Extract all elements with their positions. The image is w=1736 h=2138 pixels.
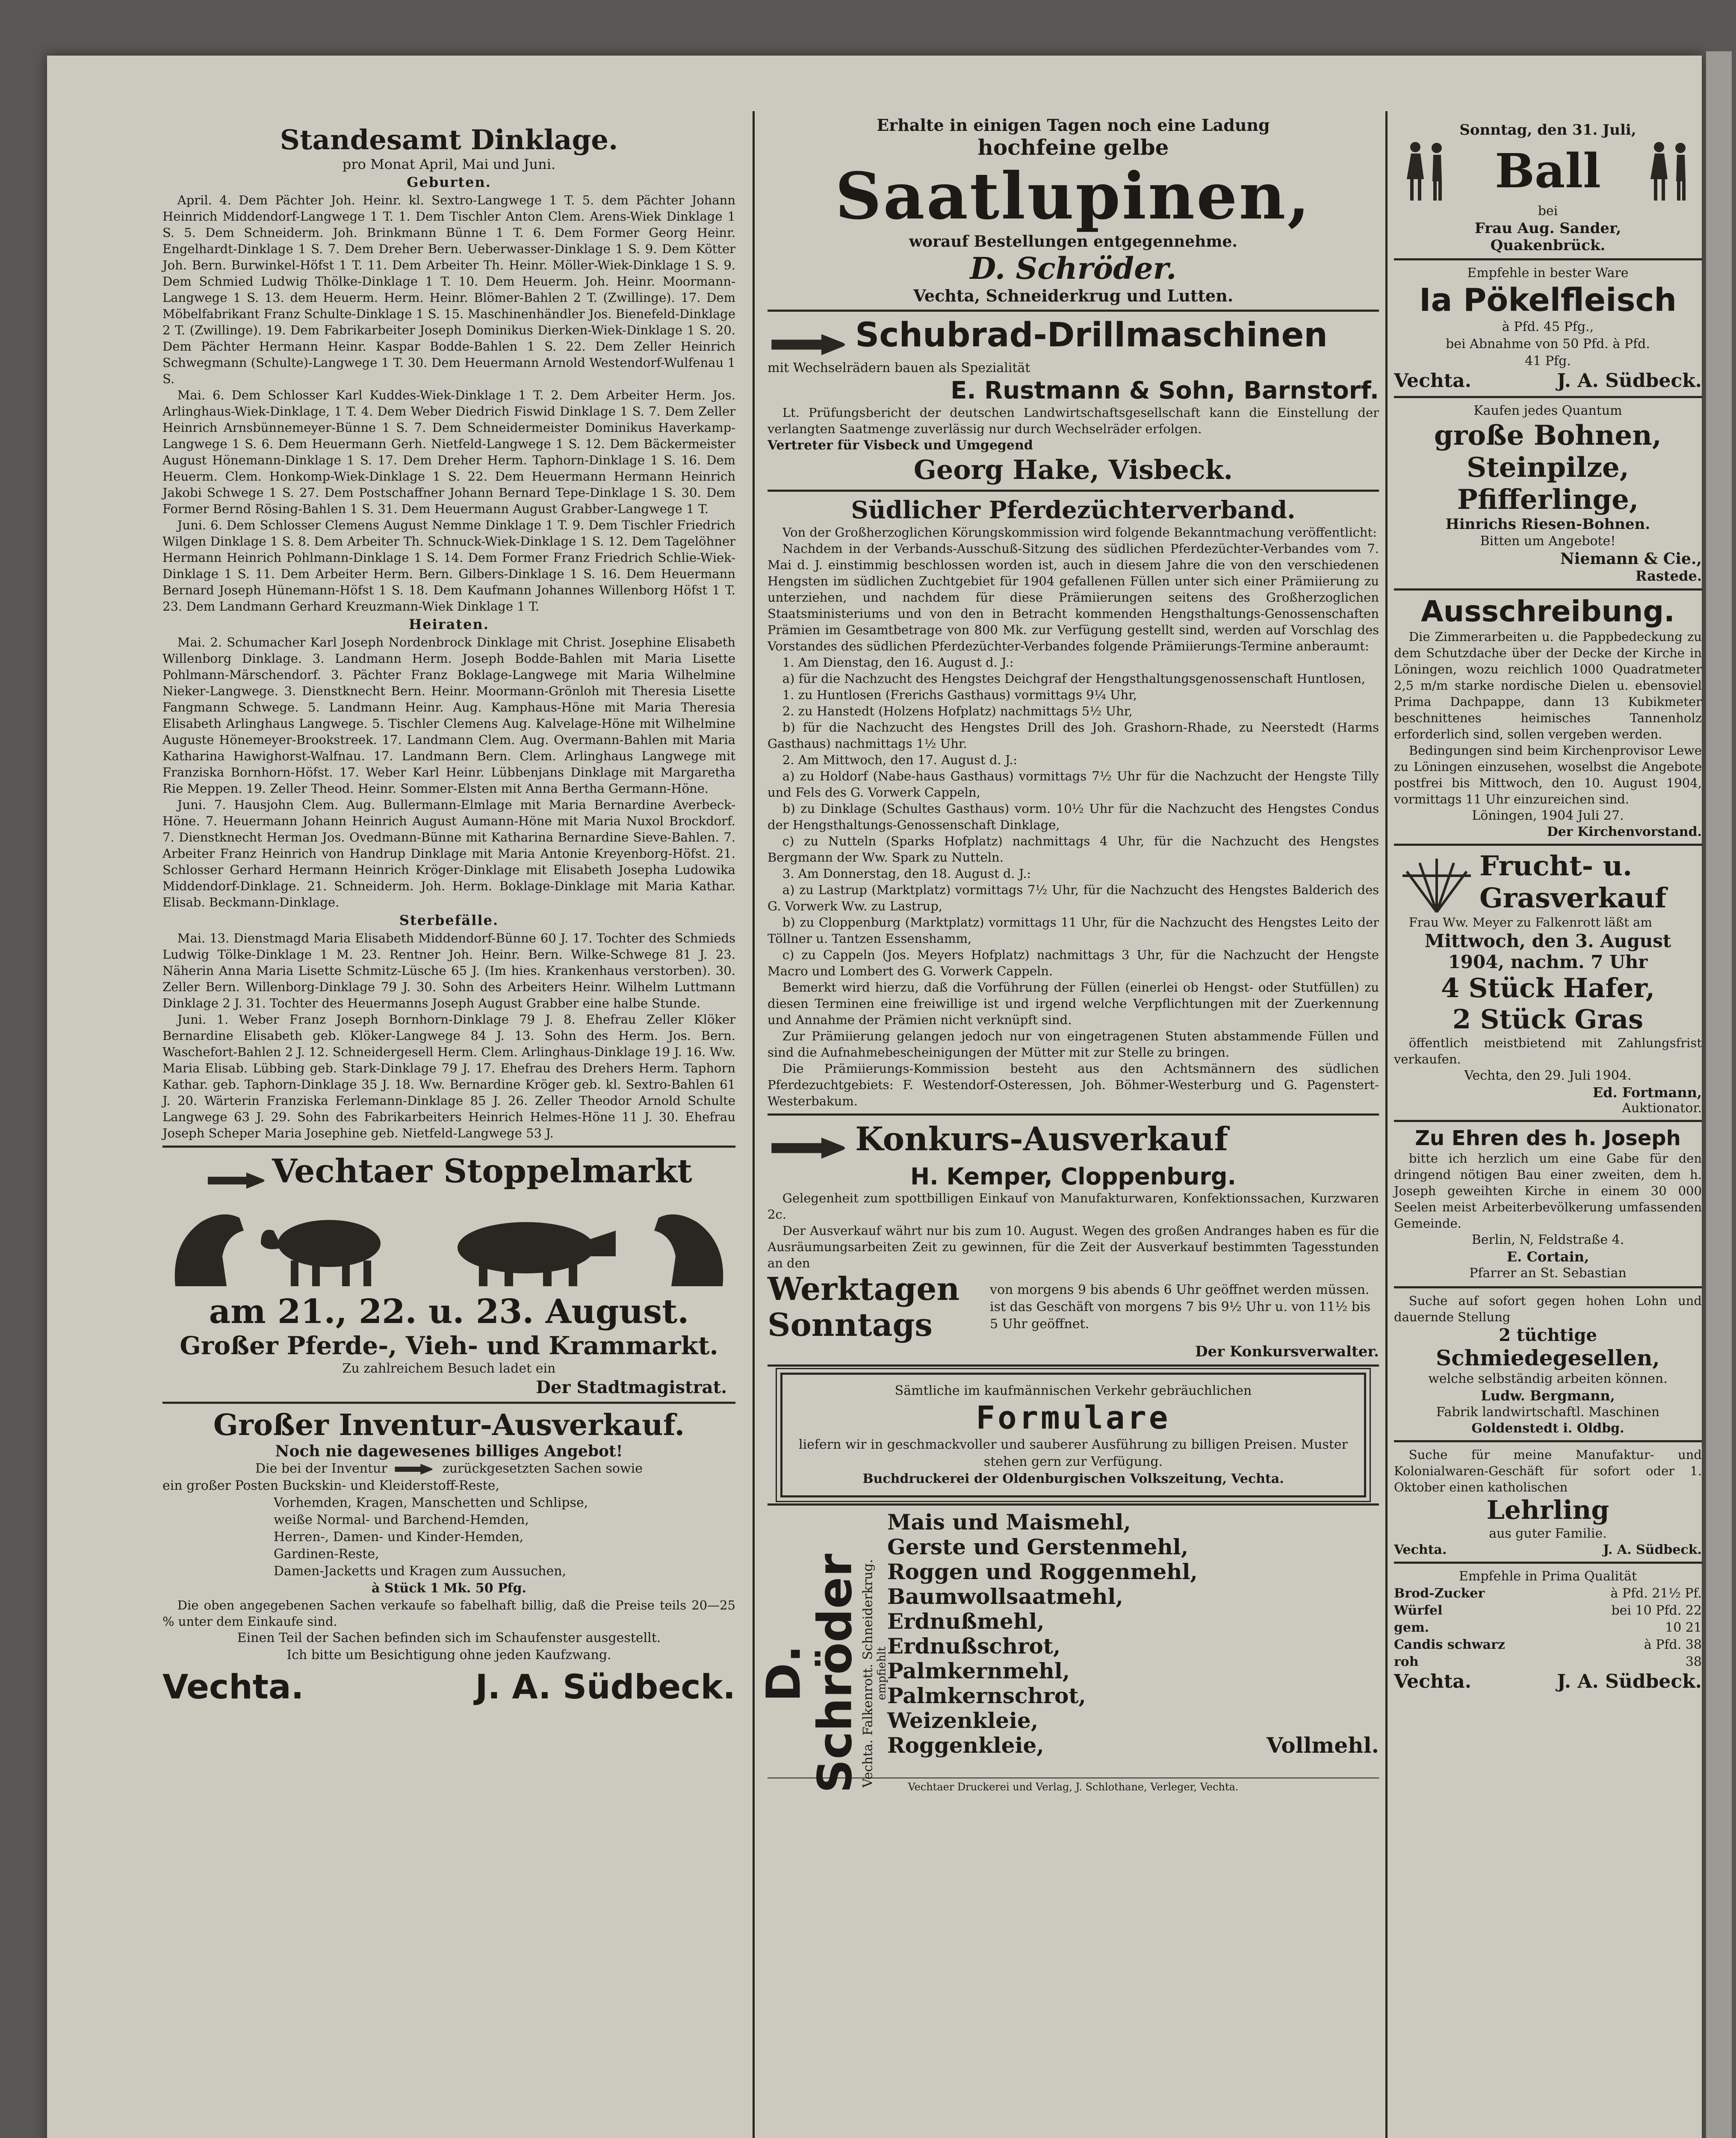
zucker-place: Vechta.	[1394, 1671, 1472, 1692]
zucker-row	[1394, 1602, 1702, 1619]
schroeder-item: Palmkernschrot,	[887, 1683, 1086, 1708]
stoppelmarkt-signer: Der Stadtmagistrat.	[536, 1377, 727, 1397]
frucht-text: Frau Ww. Meyer zu Falkenrott läßt am	[1408, 915, 1652, 930]
formular-title: Formulare	[976, 1400, 1171, 1436]
lupinen-place: Vechta, Schneiderkrug und Lutten.	[913, 286, 1234, 305]
inventur-title: Großer Inventur-Ausverkauf.	[213, 1408, 685, 1442]
inventur-paragraph: Die oben angegebenen Sachen verkaufe so fabelhaft billig, daß die Preise teils 20—25 % unter dem Einkaufe sind.	[162, 1598, 735, 1629]
printer-footer: Vechtaer Druckerei und Verlag, J. Schlothane, Verleger, Vechta.	[908, 1781, 1239, 1793]
births-mai: Mai. 6. Dem Schlosser Karl Kuddes-Wiek-Dinklage 1 T. 2. Dem Arbeiter Herm. Jos. Arlinghaus-Wiek-Dinklage, 1 T. 4. Dem Weber Diedrich Fiswid Dinklage 1 S. 7. Dem Zeller Heinrich Arnsbünnemeyer-Bünne 1 S. 7. Dem Schneidermeister Dominikus Haverkamp-Langwege 1 S. 6. Dem Heuermann Gerh. Nietfeld-Langwege 1 S. 12. Dem Bäckermeister August Hönemann-Dinklage 1 S. 17. Dem Dreher Herm. Taphorn-Dinklage 1 S. 16. Dem Heuerm. Clem. Honkomp-Wiek-Dinklage 1 S. 22. Dem Heuermann Hermann Heinrich Jakobi Schwege 1 S. 27. Dem Postschaffner Johann Bernard Tepe-Dinklage 1 S. 30. Dem Former Bernd Rösing-Bahlen 1 S. 31. Dem Heuermann August Grabber-Langwege 1 T.	[162, 388, 735, 516]
divider	[1394, 258, 1702, 260]
zucker-row	[1394, 1654, 1702, 1671]
frucht-header	[1394, 850, 1702, 914]
schmied-num: 2 tüchtige	[1499, 1325, 1597, 1345]
marriages-heading: Heiraten.	[409, 616, 489, 632]
inventur-line: Vorhemden, Kragen, Manschetten und Schlipse,	[274, 1495, 588, 1510]
inventur-paragraph: Ich bitte um Besichtigung ohne jeden Kaufzwang.	[286, 1647, 611, 1663]
drill-rep: Vertreter für Visbeck und Umgegend	[768, 437, 1033, 453]
bohnen-place: Rastede.	[1635, 568, 1702, 584]
schroeder-item: Vollmehl.	[1266, 1733, 1379, 1758]
marriages-juni: Juni. 7. Hausjohn Clem. Aug. Bullermann-Elmlage mit Maria Bernardine Averbeck-Höne. 7. Heuermann Johann Heinrich August Aumann-Höne mit Maria Nuxol Brockdorf. 7. Dienstknecht Herman Jos. Ovedmann-Bünne mit Katharina Bernardine Sieve-Bahlen. 7. Arbeiter Franz Heinrich von Handrup Dinklage mit Maria Antonie Kreyenborg-Höfst. 21. Schlosser Gerhard Hermann Heinrich Kröger-Dinklage mit Elisabeth Josepha Ludowika Middendorf-Dinklage. 21. Schneiderm. Joh. Herm. Boklage-Dinklage mit Maria Kathar. Elisab. Beckmann-Dinklage.	[162, 797, 735, 910]
ball-place: Quakenbrück.	[1490, 237, 1606, 254]
konkurs-werktagen: Werktagen	[768, 1271, 960, 1308]
ball-bei: bei	[1538, 204, 1558, 219]
standesamt-subtitle: pro Monat April, Mai und Juni.	[342, 156, 556, 172]
page-edge	[1706, 51, 1732, 2138]
schmied-title: Schmiedegesellen,	[1436, 1345, 1660, 1370]
drill-rep-name: Georg Hake, Visbeck.	[913, 454, 1233, 485]
frucht-role: Auktionator.	[1622, 1101, 1702, 1116]
pferd-paragraph: Die Prämiierungs-Kommission besteht aus den Achtsmännern des südlichen Pferdezuchtgebiets: F. Westendorf-Osteressen, Joh. Böhmer-Westerburg und G. Pagenstert-Westerbakum.	[768, 1061, 1379, 1108]
divider	[1394, 1562, 1702, 1564]
livestock-illustration	[162, 1192, 735, 1290]
zucker-price: bei 10 Pfd. 22	[1611, 1603, 1702, 1618]
joseph-title: Zu Ehren des h. Joseph	[1415, 1126, 1681, 1150]
konkurs-paragraph: Der Ausverkauf währt nur bis zum 10. August. Wegen des großen Andranges haben es für die Ausräumungsarbeiten Zeit zu gewinnen, für die Zeit der Ausverkauf bestimmten Tagesstunden an den	[768, 1223, 1379, 1270]
stoppelmarkt-header	[162, 1152, 735, 1192]
lehrling-title: Lehrling	[1486, 1495, 1609, 1525]
inventur-line: Gardinen-Reste,	[274, 1546, 379, 1562]
horse-icon	[654, 1214, 723, 1286]
zucker-footer	[1394, 1671, 1702, 1692]
frucht-date-line: Mittwoch, den 3. August	[1424, 930, 1671, 951]
inventur-price: à Stück 1 Mk. 50 Pfg.	[372, 1580, 526, 1596]
stoppelmarkt-dates: am 21., 22. u. 23. August.	[209, 1292, 689, 1331]
konkurs-times	[990, 1282, 1379, 1333]
frucht-title: Grasverkauf	[1479, 882, 1667, 914]
lehrling-text-2: aus guter Familie.	[1489, 1526, 1607, 1541]
drill-text: Lt. Prüfungsbericht der deutschen Landwirtschaftsgesellschaft kann die Einstellung der verlangten Saatmenge zuverlässig nur durch Wechselräder erfolgen.	[768, 405, 1379, 436]
konkurs-paragraph: Gelegenheit zum spottbilligen Einkauf von Manufakturwaren, Konfektionssachen, Kurzwaren 2c.	[768, 1191, 1379, 1222]
divider	[1394, 1120, 1702, 1122]
inventur-line: weiße Normal- und Barchend-Hemden,	[274, 1512, 529, 1527]
schmied-role: Fabrik landwirtschaftl. Maschinen	[1436, 1405, 1660, 1420]
bohnen-top: Kaufen jedes Quantum	[1473, 403, 1622, 418]
poekel-price: à Pfd. 45 Pfg.,	[1502, 319, 1594, 334]
divider	[768, 1113, 1379, 1116]
schroeder-item: Mais und Maismehl,	[887, 1509, 1131, 1535]
zucker-name: roh	[1394, 1654, 1419, 1669]
formular-text: liefern wir in geschmackvoller und sauberer Ausführung zu billigen Preisen. Muster stehen gern zur Verfügung.	[798, 1437, 1348, 1469]
schroeder-item: Palmkernmehl,	[887, 1658, 1070, 1683]
inventur-intro-text-2: zurückgesetzten Sachen sowie	[442, 1461, 643, 1476]
bohnen-item: Pfifferlinge,	[1457, 484, 1639, 516]
schroeder-name: D. Schröder	[756, 1553, 862, 1793]
standesamt-title: Standesamt Dinklage.	[280, 124, 618, 156]
poekel-place: Vechta.	[1394, 370, 1472, 392]
pferd-paragraph: Zur Prämiierung gelangen jedoch nur von eingetragenen Stuten abstammende Füllen und sind die Aufnahmebescheinigungen der Mütter mit zur Stelle zu bringen.	[768, 1028, 1379, 1060]
divider	[1394, 844, 1702, 846]
zucker-row	[1394, 1619, 1702, 1636]
divider	[1394, 396, 1702, 398]
schroeder-item: Weizenkleie,	[887, 1708, 1039, 1733]
pferd-title: Südlicher Pferdezüchterverband.	[851, 496, 1296, 524]
ball-header	[1394, 139, 1702, 203]
konkurs-sign: Der Konkursverwalter.	[1195, 1343, 1379, 1360]
poekel-title: Ia Pökelfleisch	[1419, 282, 1677, 319]
bohnen-firm: Niemann & Cie.,	[1560, 550, 1702, 568]
poekel-price: bei Abnahme von 50 Pfd. à Pfd.	[1446, 337, 1650, 351]
divider	[1394, 1440, 1702, 1442]
schmied-name: Ludw. Bergmann,	[1481, 1388, 1615, 1404]
pferd-paragraph: b) zu Cloppenburg (Marktplatz) vormittags 11 Uhr, für die Nachzucht des Hengstes Leito der Töllner u. Tantzen Essenshamm,	[768, 915, 1379, 946]
divider	[768, 310, 1379, 312]
lupinen-orders: worauf Bestellungen entgegennehme.	[909, 233, 1237, 251]
konkurs-header	[768, 1120, 1379, 1163]
pferd-paragraph: 1. Am Dienstag, den 16. August d. J.:	[782, 655, 1014, 670]
lehrling-footer	[1394, 1542, 1702, 1557]
column-rule	[753, 111, 755, 2138]
zucker-price: à Pfd. 38	[1644, 1637, 1702, 1652]
pig-icon	[458, 1222, 616, 1286]
pferd-paragraph: b) zu Dinklage (Schultes Gasthaus) vorm. 10½ Uhr für die Nachzucht des Hengstes Condus der Hengsthaltungs-Genossenschaft Dinklage,	[768, 801, 1379, 832]
schroeder-empf: empfiehlt	[875, 1647, 889, 1700]
lehrling-text: Suche für meine Manufaktur- und Kolonialwaren-Geschäft für sofort oder 1. Oktober einen katholischen	[1394, 1447, 1702, 1494]
schroeder-item: Roggen und Roggenmehl,	[887, 1559, 1198, 1584]
konkurs-sonn-text: ist das Geschäft von morgens 7 bis 9½ Uhr u. von 11½ bis 5 Uhr geöffnet.	[990, 1299, 1371, 1332]
pferd-paragraph: a) für die Nachzucht des Hengstes Deichgraf der Hengsthaltungsgenossenschaft Huntlosen,	[782, 671, 1366, 686]
column-right	[1394, 107, 1702, 1692]
schmied-text-2: welche selbständig arbeiten können.	[1428, 1371, 1668, 1386]
konkurs-sonntags: Sonntags	[768, 1307, 933, 1344]
pferd-paragraph: 2. Am Mittwoch, den 17. August d. J.:	[782, 752, 1018, 767]
pferd-paragraph: 3. Am Donnerstag, den 18. August d. J.:	[782, 866, 1031, 881]
pointing-hand-icon	[391, 1462, 438, 1477]
pferd-paragraph: Nachdem in der Verbands-Ausschuß-Sitzung des südlichen Pferdezüchter-Verbandes vom 7. Mai d. J. einstimmig beschlossen worden ist, auch in diesem Jahre die von den verschiedenen Hengsten im südlichen Zuchtgebiet für 1904 gefallenen Füllen unter sich einer Prämiierung zu unterziehen, und nachdem für diese Prämiierungen seitens des Großherzoglichen Staatsministeriums und von den in Betracht kommenden Hengsthaltungs-Genossenschaften Prämien im Gesamtbetrage von 800 Mk. zur Verfügung gestellt sind, werden auf Vorschlag des Vorstandes des südlichen Pferdezüchter-Verbandes folgende Prämiierungs-Termine anberaumt:	[768, 541, 1379, 653]
pferd-paragraph: c) zu Nutteln (Sparks Hofplatz) nachmittags 4 Uhr, für die Nachzucht des Hengstes Bergmann der Ww. Spark zu Nutteln.	[768, 833, 1379, 865]
stoppelmarkt-invite: Zu zahlreichem Besuch ladet ein	[342, 1361, 556, 1376]
inventur-paragraph: Einen Teil der Sachen befinden sich im Schaufenster ausgestellt.	[237, 1630, 661, 1645]
stoppelmarkt-title: Vechtaer Stoppelmarkt	[272, 1152, 692, 1190]
pferd-paragraph: Bemerkt wird hierzu, daß die Vorführung der Füllen (einerlei ob Hengst- oder Stutfüllen) zu diesen Terminen eine freiwillige ist und irgend welche Verpflichtungen mit der Zuerkennung und Annahme der Prämien nicht verknüpft sind.	[768, 980, 1379, 1027]
pferd-paragraph: Von der Großherzoglichen Körungskommission wird folgende Bekanntmachung veröffentlicht:	[782, 525, 1377, 540]
divider	[768, 1364, 1379, 1367]
pferd-paragraph: c) zu Cappeln (Jos. Meyers Hofplatz) nachmittags 3 Uhr, für die Nachzucht der Hengste Macro und Lombert des G. Vorwerk Cappeln.	[768, 947, 1379, 978]
zucker-price: 38	[1685, 1654, 1702, 1669]
joseph-text: bitte ich herzlich um eine Gabe für den dringend nötigen Bau einer zweiten, dem h. Joseph geweihten Kirche in einem 30 000 Seelen meist Arbeiterbevölkerung umfassenden Gemeinde.	[1394, 1151, 1702, 1231]
divider	[162, 1402, 735, 1404]
konkurs-firm: H. Kemper, Cloppenburg.	[910, 1163, 1237, 1190]
pferd-paragraph: 2. zu Hanstedt (Holzens Hofplatz) nachmittags 5½ Uhr,	[782, 703, 1133, 718]
births-april: April. 4. Dem Pächter Joh. Heinr. kl. Sextro-Langwege 1 T. 5. dem Pächter Johann Heinrich Middendorf-Langwege 1 T. 1. Dem Tischler Anton Clem. Arens-Wiek Dinklage 1 S. 5. Dem Schneiderm. Joh. Brinkmann Bünne 1 T. 6. Dem Former Georg Heinr. Engelhardt-Dinklage 1 S. 7. Dem Dreher Bern. Ueberwasser-Dinklage 1 S. 9. Dem Kötter Joh. Bern. Burwinkel-Höfst 1 T. 11. Dem Arbeiter Th. Heinr. Möller-Wiek-Dinklage 1 S. 9. Dem Schmied Ludwig Thölke-Dinklage 1 T. 10. Dem Heuerm. Joh. Heinr. Moormann-Langwege 1 S. 13. dem Heuerm. Herm. Heinr. Blömer-Bahlen 2 T. (Zwillinge). 17. Dem Möbelfabrikant Franz Schulte-Dinklage 1 S. 15. Maschinenhändler Jos. Bienefeld-Dinklage 2 T. (Zwillinge). 19. Dem Fabrikarbeiter Joseph Dominikus Dierken-Wiek-Dinklage 1 S. 20. Dem Pächter Hermann Heinr. Kaspar Bodde-Bahlen 1 S. 22. Dem Zeller Heinrich Schwegmann (Schulte)-Langwege 1 T. 30. Dem Heuermann Arnold Westendorf-Wulfenau 1 S.	[162, 193, 735, 386]
ausschreibung-title: Ausschreibung.	[1421, 595, 1675, 629]
ball-host: Frau Aug. Sander,	[1474, 220, 1621, 237]
lehrling-place: Vechta.	[1394, 1542, 1447, 1557]
frucht-title: Frucht- u.	[1479, 850, 1633, 882]
frucht-time-line: 1904, nachm. 7 Uhr	[1448, 951, 1648, 972]
joseph-role: Pfarrer an St. Sebastian	[1469, 1266, 1627, 1281]
poekel-top: Empfehle in bester Ware	[1467, 266, 1629, 281]
schroeder-vertical	[758, 1554, 889, 1793]
horse-icon	[175, 1214, 244, 1286]
joseph-name: E. Cortain,	[1506, 1249, 1589, 1265]
ball-date: Sonntag, den 31. Juli,	[1459, 121, 1636, 139]
poekel-firm: J. A. Südbeck.	[1557, 370, 1702, 392]
lupinen-top: Erhalte in einigen Tagen noch eine Ladung	[877, 115, 1270, 135]
konkurs-days	[768, 1271, 990, 1343]
births-heading: Geburten.	[407, 174, 491, 190]
pointing-hand-icon	[206, 1169, 270, 1192]
schroeder-item: Gerste und Gerstenmehl,	[887, 1534, 1189, 1559]
poekel-price: 41 Pfg.	[1525, 354, 1571, 369]
bohnen-item: Steinpilze,	[1466, 452, 1630, 484]
zucker-firm: J. A. Südbeck.	[1557, 1671, 1702, 1692]
column-left	[162, 107, 735, 1707]
inventur-line: Herren-, Damen- und Kinder-Hemden,	[274, 1529, 524, 1544]
pferd-paragraph: a) zu Lastrup (Marktplatz) vormittags 7½ Uhr, für die Nachzucht des Hengstes Balderich des G. Vorwerk Ww. zu Lastrup,	[768, 882, 1379, 913]
deaths-heading: Sterbefälle.	[399, 912, 499, 928]
frucht-text: öffentlich meistbietend mit Zahlungsfrist verkaufen.	[1394, 1036, 1702, 1066]
zucker-name: Brod-Zucker	[1394, 1586, 1485, 1601]
drill-title: Schubrad-Drillmaschinen	[855, 316, 1328, 354]
inventur-line: Damen-Jacketts und Kragen zum Aussuchen,	[274, 1563, 567, 1579]
pointing-hand-icon	[768, 330, 853, 360]
ausschreibung-text: Die Zimmerarbeiten u. die Pappbedeckung zu dem Schutzdache über der Decke der Kirche in Löningen, wozu reichlich 1000 Quadratmeter 2,5 m/m starke nordische Dielen u. ebensoviel Prima Dachpappe, dann 13 Kubikmeter beschnittenes heimisches Tannenholz erforderlich sind, sollen vergeben werden.	[1394, 629, 1702, 741]
frucht-date: Vechta, den 29. Juli 1904.	[1464, 1068, 1632, 1083]
konkurs-hours	[768, 1271, 1379, 1343]
joseph-address: Berlin, N, Feldstraße 4.	[1471, 1232, 1624, 1247]
zucker-name: gem.	[1394, 1620, 1429, 1635]
drill-header	[768, 316, 1379, 360]
schroeder-place: Vechta. Falkenrott. Schneiderkrug.	[860, 1559, 876, 1788]
dancing-couple-icon	[1638, 139, 1702, 203]
bohnen-item: Hinrichs Riesen-Bohnen.	[1445, 516, 1650, 533]
inventur-firm: J. A. Südbeck.	[475, 1668, 735, 1707]
frucht-titles	[1479, 850, 1666, 914]
column-rule	[1385, 111, 1388, 2138]
deaths-mai: Mai. 13. Dienstmagd Maria Elisabeth Middendorf-Bünne 60 J. 17. Tochter des Schmieds Ludwig Tölke-Dinklage 1 M. 23. Rentner Joh. Heinr. Bern. Wilke-Schwege 81 J. 23. Näherin Anna Maria Lisette Schmitz-Lüsche 65 J. (Im hies. Krankenhaus verstorben). 30. Zeller Bern. Willenborg-Dinklage 79 J. 30. Sohn des Arbeiters Heinr. Wilhelm Luttmann Dinklage 2 J. 31. Tochter des Heuermanns Joseph August Grabber eine halbe Stunde.	[162, 931, 735, 1010]
dancing-couple-icon	[1394, 139, 1458, 203]
schroeder-item: Erdnußmehl,	[887, 1609, 1045, 1634]
inventur-place: Vechta.	[162, 1668, 304, 1707]
pferd-paragraph: a) zu Holdorf (Nabe-haus Gasthaus) vormittags 7½ Uhr für die Nachzucht der Hengste Tilly und Fels des G. Vorwerk Cappeln,	[768, 768, 1379, 800]
konkurs-title: Konkurs-Ausverkauf	[855, 1119, 1228, 1158]
divider	[1394, 588, 1702, 591]
lupinen-firm: D. Schröder.	[970, 251, 1177, 286]
ball-title: Ball	[1495, 143, 1601, 198]
zucker-top: Empfehle in Prima Qualität	[1458, 1569, 1637, 1584]
births-juni: Juni. 6. Dem Schlosser Clemens August Nemme Dinklage 1 T. 9. Dem Tischler Friedrich Wilgen Dinklage 1 S. 8. Dem Arbeiter Th. Schnuck-Wiek-Dinklage 1 S. 12. Dem Tagelöhner Hermann Heinrich Pohlmann-Dinklage 1 S. 14. Dem Former Franz Friedrich Schlie-Wiek-Dinklage 1 S. 11. Dem Arbeiter Herm. Bern. Gilbers-Dinklage 1 S. 16. Dem Heuermann Bernard Joseph Hünemann-Höfst 1 S. 18. Dem Kaufmann Johannes Willenborg Höfst 1 T. 23. Dem Landmann Gerhard Kreuzmann-Wiek Dinklage 1 T.	[162, 518, 735, 614]
cow-icon	[261, 1220, 381, 1286]
formulare-box	[780, 1373, 1366, 1497]
lupinen-sub: hochfeine gelbe	[977, 135, 1169, 160]
zucker-name: Würfel	[1394, 1603, 1443, 1618]
schmied-text: Suche auf sofort gegen hohen Lohn und dauernde Stellung	[1394, 1293, 1702, 1324]
inventur-subtitle: Noch nie dagewesenes billiges Angebot!	[275, 1442, 623, 1460]
inventur-intro	[162, 1460, 735, 1477]
divider	[162, 1146, 735, 1148]
schroeder-list	[879, 1510, 1379, 1775]
lupinen-title: Saatlupinen,	[835, 159, 1311, 234]
inventur-intro-text: Die bei der Inventur	[255, 1461, 387, 1476]
bohnen-item: große Bohnen,	[1434, 419, 1662, 452]
column-middle	[756, 107, 1379, 1793]
deaths-juni: Juni. 1. Weber Franz Joseph Bornhorn-Dinklage 79 J. 8. Ehefrau Zeller Klöker Bernardine Elisabeth geb. Klöker-Langwege 84 J. 13. Sohn des Herm. Jos. Bern. Waschefort-Bahlen 2 J. 12. Schneidergesell Herm. Clem. Arlinghaus-Dinklage 19 J. 16. Ww. Maria Elisab. Lübbing geb. Stark-Dinklage 79 J. 17. Ehefrau des Drehers Herm. Taphorn Kathar. geb. Taphorn-Dinklage 35 J. 18. Ww. Bernardine Kröger geb. kl. Sextro-Bahlen 61 J. 20. Wärterin Franziska Ferlemann-Dinklage 85 J. 26. Zeller Theodor Arnold Schulte Langwege 63 J. 29. Sohn des Fabrikarbeiters Heinrich Helmes-Höne 11 J. 30. Ehefrau Joseph Scheper Maria Josephine geb. Nietfeld-Langwege 53 J.	[162, 1012, 735, 1140]
formular-firm: Buchdruckerei der Oldenburgischen Volkszeitung, Vechta.	[862, 1471, 1284, 1486]
stoppelmarkt-subtitle: Großer Pferde-, Vieh- und Krammarkt.	[180, 1331, 718, 1360]
lehrling-firm: J. A. Südbeck.	[1603, 1542, 1702, 1557]
zucker-name: Candis schwarz	[1394, 1637, 1505, 1652]
schroeder-item: Erdnußschrot,	[887, 1633, 1061, 1659]
divider	[768, 1503, 1379, 1506]
marriages-mai: Mai. 2. Schumacher Karl Joseph Nordenbrock Dinklage mit Christ. Josephine Elisabeth Willenborg Dinklage. 3. Landmann Herm. Joseph Bodde-Bahlen mit Maria Lisette Pohlmann-Märschendorf. 3. Pächter Franz Boklage-Langwege mit Maria Wilhelmine Nieker-Langwege. 3. Dienstknecht Bern. Heinr. Moormann-Grönloh mit Theresia Lisette Fangmann Schwege. 5. Landmann Heinr. Aug. Kamphaus-Höne mit Maria Theresia Elisabeth Arlinghaus Langwege. 5. Tischler Clemens Aug. Kalvelage-Höne mit Wilhelmine Auguste Hönemeyer-Brookstreek. 17. Landmann Clem. Aug. Overmann-Bahlen mit Maria Katharina Hawighorst-Walfnau. 17. Landmann Bern. Clem. Arlinghaus Langwege mit Franziska Bornhorn-Höfst. 17. Weber Karl Heinr. Lübbenjans Dinklage mit Margaretha Rie Meppen. 19. Zeller Theod. Heinr. Sommer-Elsten mit Anna Bertha Germann-Höne.	[162, 635, 735, 796]
inventur-footer	[162, 1668, 735, 1707]
pferd-paragraph: 1. zu Huntlosen (Frerichs Gasthaus) vormittags 9¼ Uhr,	[782, 687, 1137, 702]
divider	[1394, 1286, 1702, 1288]
drill-firm: E. Rustmann & Sohn, Barnstorf.	[951, 376, 1379, 405]
schroeder-last-row	[887, 1733, 1379, 1758]
pferd-paragraph: b) für die Nachzucht des Hengstes Drill des Joh. Grashorn-Rhade, zu Neerstedt (Harms Gasthaus) nachmittags 1½ Uhr.	[768, 720, 1379, 751]
frucht-name: Ed. Fortmann,	[1592, 1084, 1702, 1101]
zucker-row	[1394, 1585, 1702, 1602]
schmied-place: Goldenstedt i. Oldbg.	[1471, 1421, 1624, 1436]
schroeder-item: Baumwollsaatmehl,	[887, 1584, 1123, 1609]
pointing-hand-icon	[768, 1133, 853, 1163]
frucht-item: 2 Stück Gras	[1452, 1004, 1644, 1035]
schroeder-item: Roggenkleie,	[887, 1733, 1044, 1758]
konkurs-werk-text: von morgens 9 bis abends 6 Uhr geöffnet werden müssen.	[990, 1282, 1370, 1297]
ausschreibung-date: Löningen, 1904 Juli 27.	[1472, 808, 1624, 823]
drill-subtitle: mit Wechselrädern bauen als Spezialität	[768, 360, 1030, 375]
zucker-price: à Pfd. 21½ Pf.	[1610, 1586, 1702, 1601]
formular-top: Sämtliche im kaufmännischen Verkehr gebräuchlichen	[895, 1383, 1252, 1398]
ausschreibung-text: Bedingungen sind beim Kirchenprovisor Lewe zu Löningen einzusehen, woselbst die Angebote postfrei bis Mittwoch, den 10. August 1904, vormittags 11 Uhr einzureichen sind.	[1394, 743, 1702, 806]
bohnen-request: Bitten um Angebote!	[1480, 534, 1616, 549]
zucker-row	[1394, 1636, 1702, 1654]
divider	[768, 490, 1379, 492]
inventur-line: ein großer Posten Buckskin- und Kleiderstoff-Reste,	[162, 1478, 500, 1493]
ausschreibung-sign: Der Kirchenvorstand.	[1547, 824, 1702, 839]
poekel-footer	[1394, 370, 1702, 392]
zucker-price: 10 21	[1665, 1620, 1702, 1635]
frucht-item: 4 Stück Hafer,	[1441, 972, 1655, 1004]
wheat-sheaf-icon	[1394, 850, 1479, 914]
schroeder-side	[756, 1510, 889, 1793]
